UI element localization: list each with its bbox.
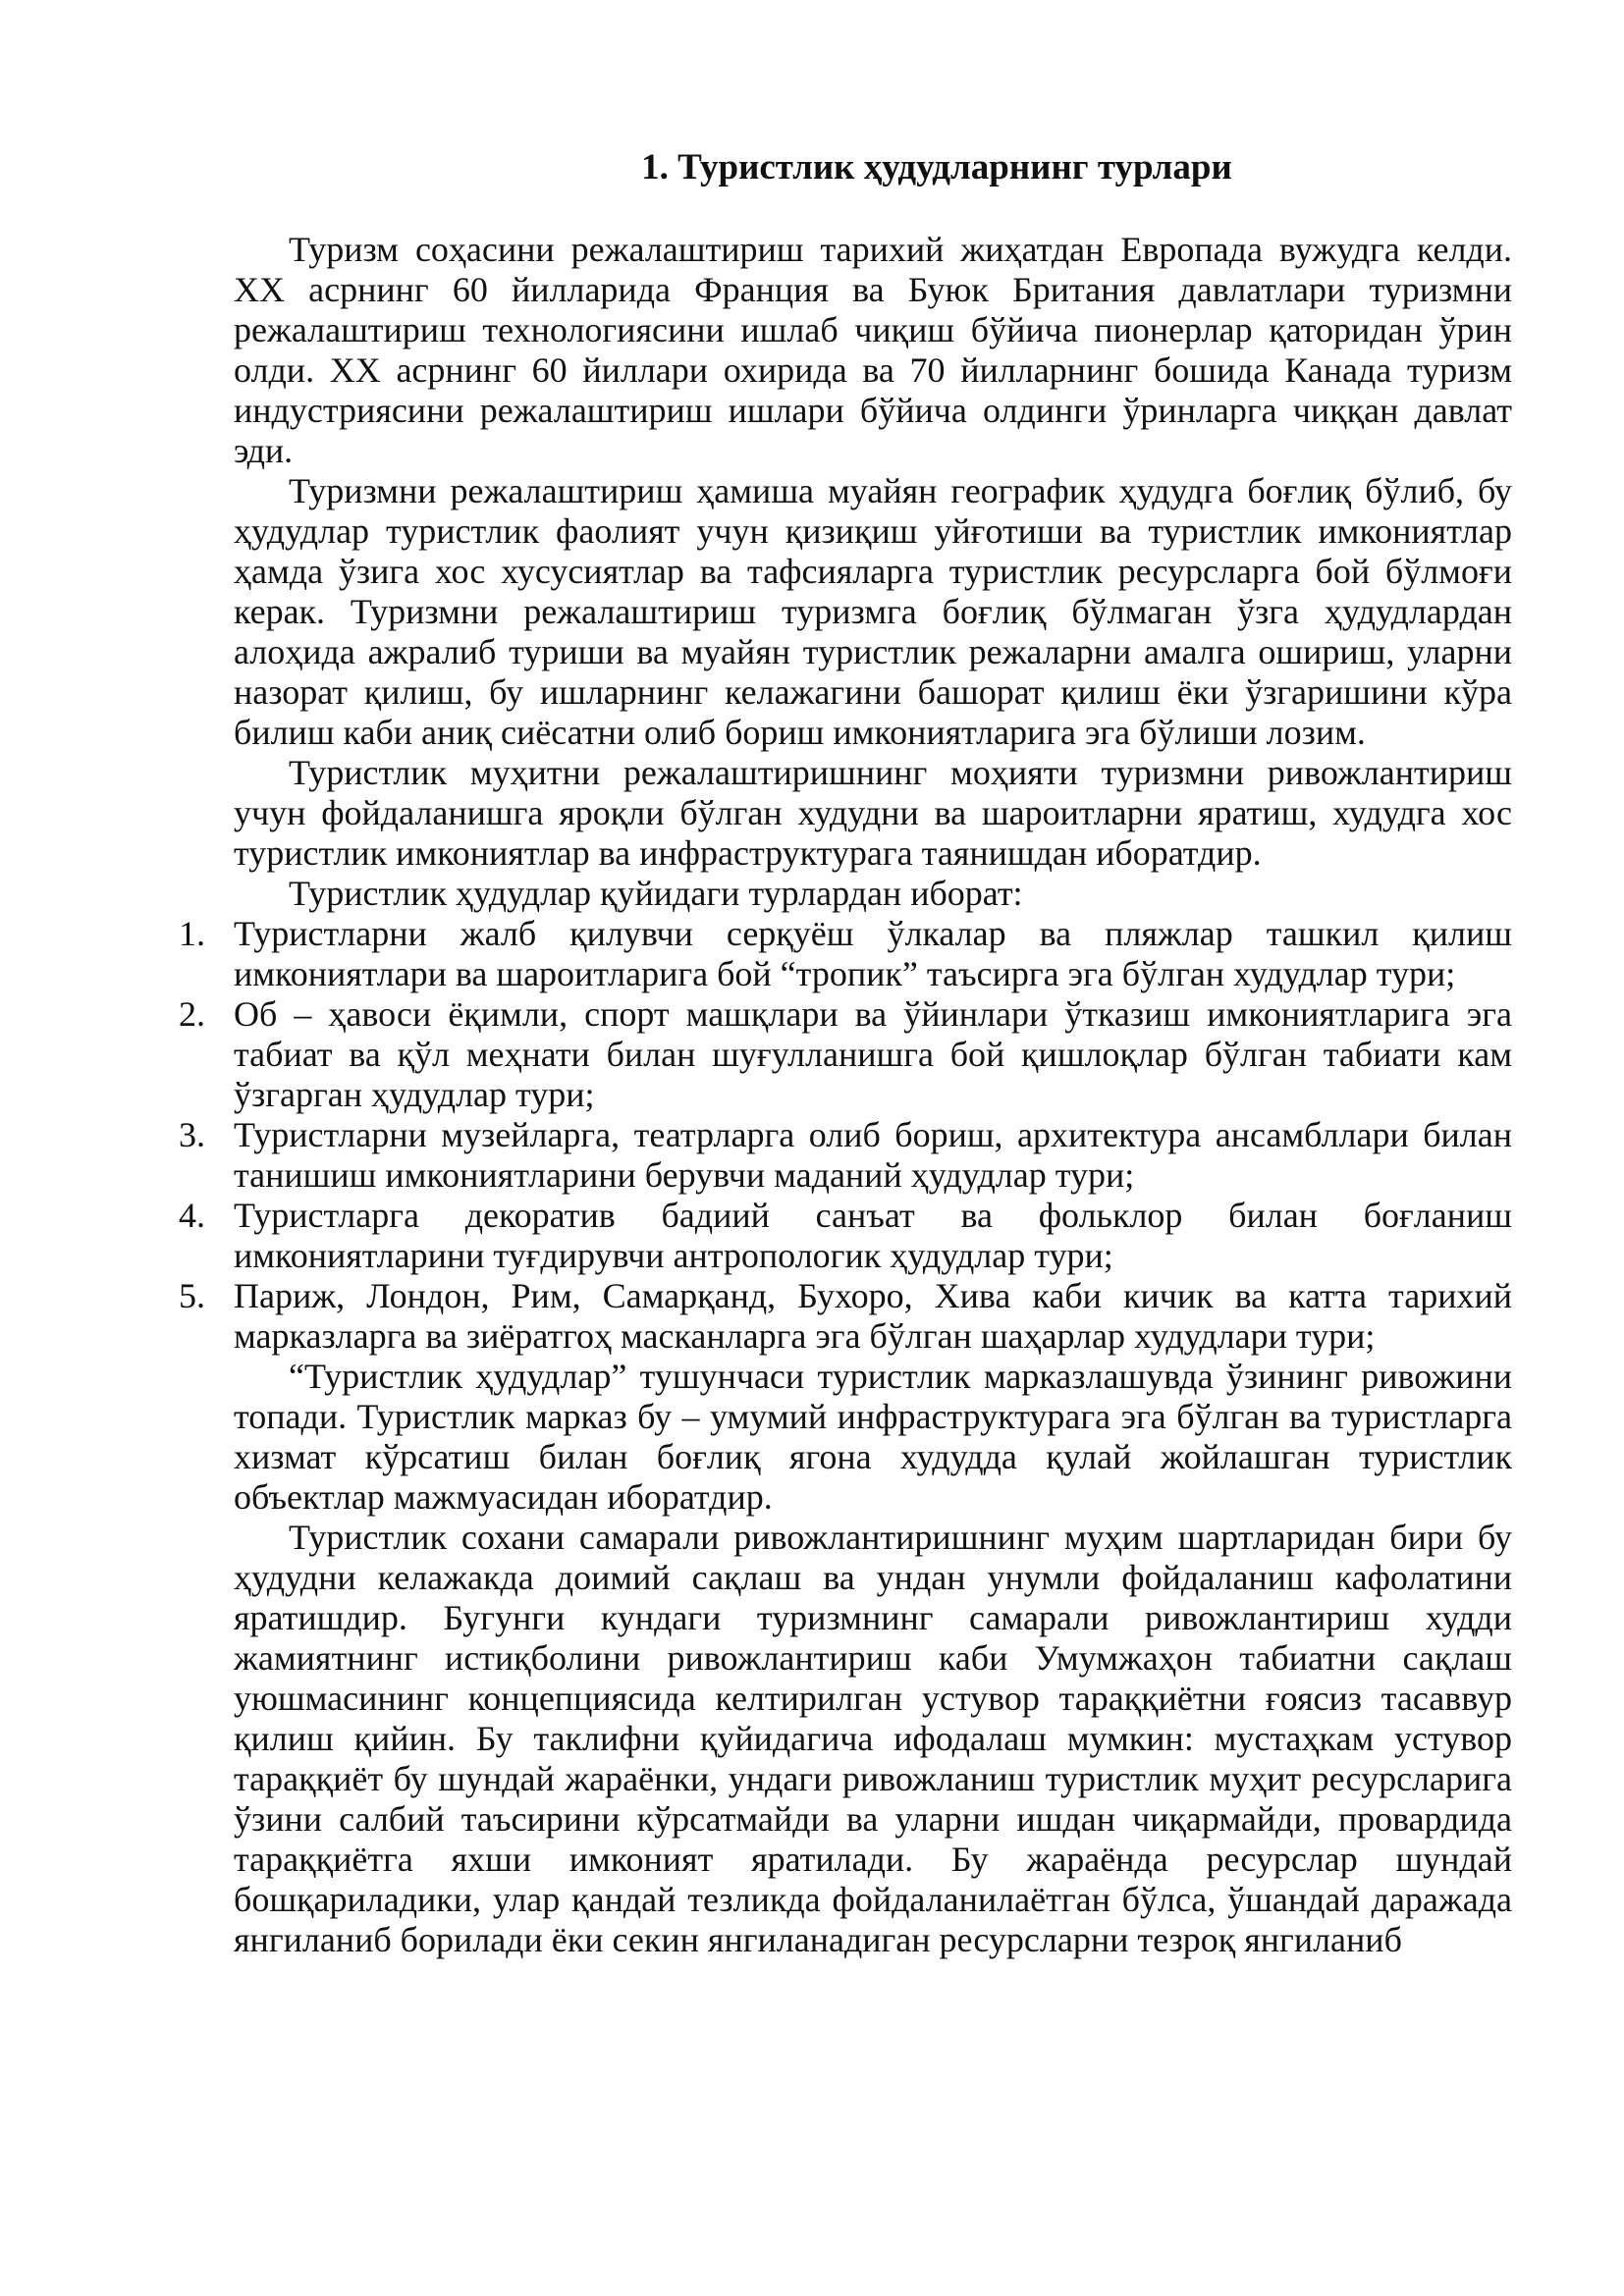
list-item-text: Об – ҳавоси ёқимли, спорт машқлари ва ўйинлари ўтказиш имкониятларига эга табиат ва қўл меҳнати билан шуғулланишга бой қишлоқлар бўлган табиати кам ўзгарган ҳудудлар тури; [234,994,1512,1114]
section-title: 1. Туристлик ҳудудларнинг турлари [641,147,1232,187]
paragraph: Туристлик сохани самарали ривожлантиришнинг муҳим шартларидан бири бу ҳудудни келажакда доимий сақлаш ва ундан унумли фойдаланиш кафолатини яратишдир. Бугунги кундаги туризмнинг самарали ривожлантириш худди жамиятнинг истиқболини ривожлантириш каби Умумжаҳон табиатни сақлаш уюшмасининг концепциясида келтирилган устувор тараққиётни ғоясиз тасаввур қилиш қийин. Бу таклифни қуйидагича ифодалаш мумкин: мустаҳкам устувор тараққиёт бу шундай жараёнки, ундаги ривожланиш туристлик муҳит ресурсларига ўзини салбий таъсирини кўрсатмайди ва уларни ишдан чиқармайди, провардида тараққиётга яхши имконият яратилади. Бу жараёнда ресурслар шундай бошқариладики, улар қандай тезликда фойдаланилаётган бўлса, ўшандай даражада янгиланиб борилади ёки секин янгиланадиган ресурсларни тезроқ янгиланиб [234,1518,1512,1959]
list-item [179,1276,1512,1357]
paragraph: Туризм соҳасини режалаштириш тарихий жиҳатдан Европада вужудга келди. XX асрнинг 60 йилларида Франция ва Буюк Британия давлатлари туризмни режалаштириш технологиясини ишлаб чиқиш бўйича пионерлар қаторидан ўрин олди. XX асрнинг 60 йиллари охирида ва 70 йилларнинг бошида Канада туризм индустриясини режалаштириш ишлари бўйича олдинги ўринларга чиққан давлат эди. [234,230,1512,470]
paragraph: “Туристлик ҳудудлар” тушунчаси туристлик марказлашувда ўзининг ривожини топади. Туристлик марказ бу – умумий инфраструктурага эга бўлган ва туристларга хизмат кўрсатиш билан боғлиқ ягона худудда қулай жойлашган туристлик объектлар мажмуасидан иборатдир. [234,1357,1512,1517]
list-item [179,1196,1512,1276]
list-number: 5. [179,1276,205,1315]
document-page [179,147,1512,1960]
list-item [179,994,1512,1115]
list-item-text: Туристларга декоратив бадиий санъат ва фольклор билан боғланиш имкониятларини туғдирувчи антропологик ҳудудлар тури; [234,1196,1512,1275]
list-number: 1. [179,914,205,953]
territory-types-list [179,914,1512,1357]
list-item [179,914,1512,994]
paragraph: Туризмни режалаштириш ҳамиша муайян географик ҳудудга боғлиқ бўлиб, бу ҳудудлар туристлик фаолият учун қизиқиш уйғотиши ва туристлик имкониятлар ҳамда ўзига хос хусусиятлар ва тафсияларга туристлик ресурсларга бой бўлмоғи керак. Туризмни режалаштириш туризмга боғлиқ бўлмаган ўзга ҳудудлардан алоҳида ажралиб туриши ва муайян туристлик режаларни амалга ошириш, уларни назорат қилиш, бу ишларнинг келажагини башорат қилиш ёки ўзгаришини кўра билиш каби аниқ сиёсатни олиб бориш имкониятларига эга бўлиши лозим. [234,471,1512,752]
paragraph: Туристлик муҳитни режалаштиришнинг моҳияти туризмни ривожлантириш учун фойдаланишга яроқли бўлган худудни ва шароитларни яратиш, худудга хос туристлик имкониятлар ва инфраструктурага таянишдан иборатдир. [234,753,1512,873]
list-number: 4. [179,1196,205,1235]
list-number: 3. [179,1115,205,1154]
list-item [179,1115,1512,1196]
list-item-text: Париж, Лондон, Рим, Самарқанд, Бухоро, Хива каби кичик ва катта тарихий марказларга ва зиёратгоҳ масканларга эга бўлган шаҳарлар худудлари тури; [234,1276,1512,1356]
list-item-text: Туристларни музейларга, театрларга олиб бориш, архитектура ансамбллари билан танишиш имкониятларини берувчи маданий ҳудудлар тури; [234,1115,1512,1195]
list-intro: Туристлик ҳудудлар қуйидаги турлардан иборат: [289,874,1023,913]
list-item-text: Туристларни жалб қилувчи серқуёш ўлкалар ва пляжлар ташкил қилиш имкониятлари ва шароитларига бой “тропик” таъсирга эга бўлган худудлар тури; [234,914,1512,993]
list-number: 2. [179,994,205,1034]
